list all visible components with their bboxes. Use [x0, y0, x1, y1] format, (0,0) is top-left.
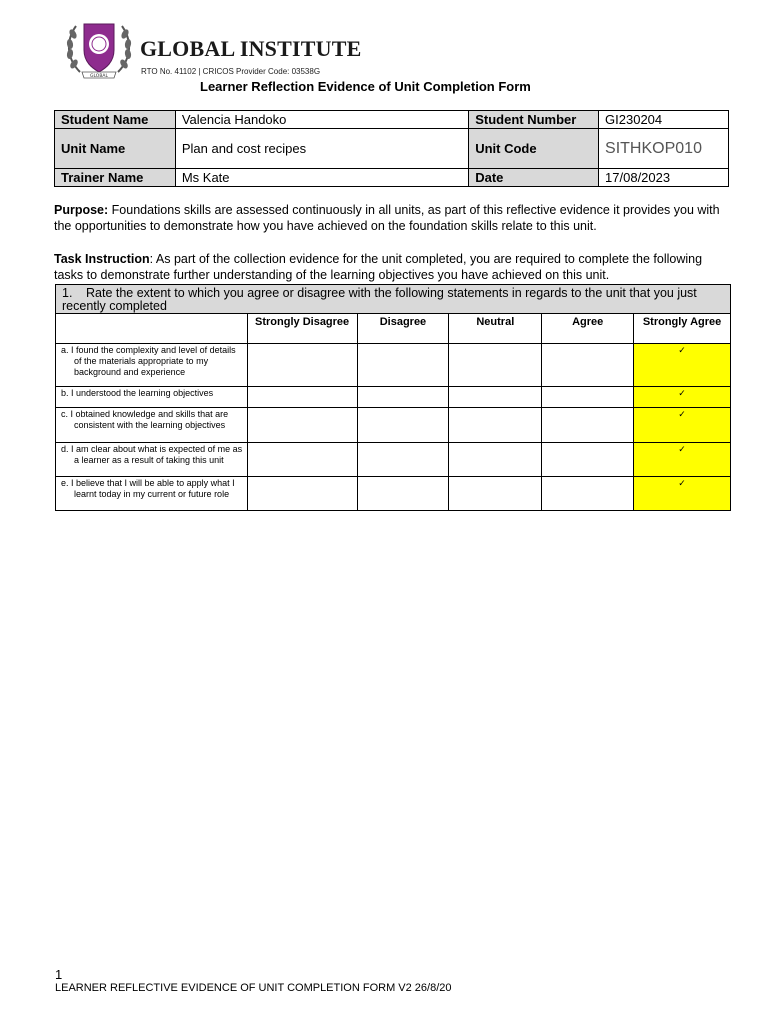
student-details-table — [54, 110, 729, 187]
footer-text: LEARNER REFLECTIVE EVIDENCE OF UNIT COMPLETION FORM V2 26/8/20 — [55, 982, 452, 994]
rating-cell-strongly-disagree[interactable] — [247, 408, 357, 443]
rating-cell-strongly-agree[interactable] — [634, 443, 731, 477]
page-number: 1 — [55, 967, 63, 982]
rating-cell-disagree[interactable] — [357, 387, 449, 408]
rating-cell-disagree[interactable] — [357, 477, 449, 511]
rating-cell-agree[interactable] — [542, 387, 634, 408]
task-instruction-text: : As part of the collection evidence for the unit completed, you are required to complete the following tasks to demonstrate further understanding of the learning objectives you have achieved on this unit. — [54, 252, 703, 282]
column-header: Neutral — [449, 314, 542, 344]
statement-row — [56, 387, 731, 408]
rating-cell-neutral[interactable] — [449, 443, 542, 477]
rating-cell-strongly-agree[interactable] — [634, 344, 731, 387]
rating-cell-disagree[interactable] — [357, 344, 449, 387]
student-number-value[interactable]: GI230204 — [599, 111, 729, 129]
unit-code-label: Unit Code — [469, 129, 599, 169]
checkmark-icon: ✓ — [678, 444, 686, 454]
checkmark-icon: ✓ — [678, 478, 686, 488]
rating-cell-strongly-disagree[interactable] — [247, 344, 357, 387]
statement-text — [56, 387, 248, 408]
purpose-label: Purpose: — [54, 203, 109, 217]
trainer-name-value[interactable]: Ms Kate — [175, 169, 468, 187]
laurel-shield-emblem-icon — [64, 16, 134, 80]
unit-name-value[interactable]: Plan and cost recipes — [175, 129, 468, 169]
student-name-label: Student Name — [55, 111, 176, 129]
checkmark-icon: ✓ — [678, 409, 686, 419]
rating-cell-neutral[interactable] — [449, 477, 542, 511]
statement-text — [56, 477, 248, 511]
purpose-text: Foundations skills are assessed continuously in all units, as part of this reflective evidence it provides you with the opportunities to demonstrate how you have achieved on the foundation skills relate to this unit. — [54, 203, 720, 233]
emblem-label: GLOBAL — [89, 74, 109, 79]
rating-cell-neutral[interactable] — [449, 344, 542, 387]
unit-code-value[interactable]: SITHKOP010 — [599, 129, 729, 169]
rating-cell-strongly-disagree[interactable] — [247, 477, 357, 511]
institute-name: GLOBAL INSTITUTE — [140, 36, 362, 61]
date-label: Date — [469, 169, 599, 187]
rating-cell-agree[interactable] — [542, 443, 634, 477]
form-title: Learner Reflection Evidence of Unit Completion Form — [200, 79, 531, 94]
details-row-unit — [55, 129, 729, 169]
rating-cell-strongly-agree[interactable] — [634, 408, 731, 443]
rating-table — [55, 284, 731, 511]
checkmark-icon: ✓ — [678, 345, 686, 355]
statement-row — [56, 477, 731, 511]
rating-cell-strongly-agree[interactable] — [634, 387, 731, 408]
student-name-value[interactable]: Valencia Handoko — [175, 111, 468, 129]
column-header: Strongly Agree — [634, 314, 731, 344]
statement-row — [56, 408, 731, 443]
question-row — [56, 285, 731, 314]
institute-logo — [64, 16, 362, 80]
unit-name-label: Unit Name — [55, 129, 176, 169]
rating-cell-disagree[interactable] — [357, 408, 449, 443]
statement-label: b. I understood the learning objectives — [61, 388, 214, 398]
rating-cell-strongly-disagree[interactable] — [247, 443, 357, 477]
details-row-student — [55, 111, 729, 129]
statement-header-cell — [56, 314, 248, 344]
details-row-trainer — [55, 169, 729, 187]
trainer-name-label: Trainer Name — [55, 169, 176, 187]
statement-row — [56, 443, 731, 477]
date-value[interactable]: 17/08/2023 — [599, 169, 729, 187]
statement-label: a. I found the complexity and level of details of the materials appropriate to my background and experience — [61, 345, 236, 377]
task-instruction-paragraph — [54, 251, 729, 283]
rating-header-row — [56, 314, 731, 344]
statement-label: c. I obtained knowledge and skills that are consistent with the learning objectives — [61, 409, 229, 430]
registration-info: RTO No. 41102 | CRICOS Provider Code: 03538G — [141, 67, 321, 76]
student-number-label: Student Number — [469, 111, 599, 129]
column-header: Strongly Disagree — [247, 314, 357, 344]
statement-text — [56, 408, 248, 443]
statement-label: d. I am clear about what is expected of me as a learner as a result of taking this unit — [61, 444, 243, 465]
rating-cell-disagree[interactable] — [357, 443, 449, 477]
rating-cell-agree[interactable] — [542, 408, 634, 443]
rating-cell-strongly-agree[interactable] — [634, 477, 731, 511]
task-instruction-label: Task Instruction — [54, 252, 150, 266]
rating-cell-neutral[interactable] — [449, 408, 542, 443]
statement-row — [56, 344, 731, 387]
statement-text — [56, 443, 248, 477]
question-number: 1. — [62, 286, 73, 300]
statement-text — [56, 344, 248, 387]
rating-cell-neutral[interactable] — [449, 387, 542, 408]
rating-cell-agree[interactable] — [542, 477, 634, 511]
rating-cell-strongly-disagree[interactable] — [247, 387, 357, 408]
column-header: Disagree — [357, 314, 449, 344]
purpose-paragraph — [54, 202, 729, 234]
question-text: Rate the extent to which you agree or disagree with the following statements in regards to the unit that you just recently completed — [62, 286, 697, 313]
question-cell — [56, 285, 731, 314]
checkmark-icon: ✓ — [678, 388, 686, 398]
statement-label: e. I believe that I will be able to apply what I learnt today in my current or future role — [61, 478, 235, 499]
column-header: Agree — [542, 314, 634, 344]
rating-cell-agree[interactable] — [542, 344, 634, 387]
